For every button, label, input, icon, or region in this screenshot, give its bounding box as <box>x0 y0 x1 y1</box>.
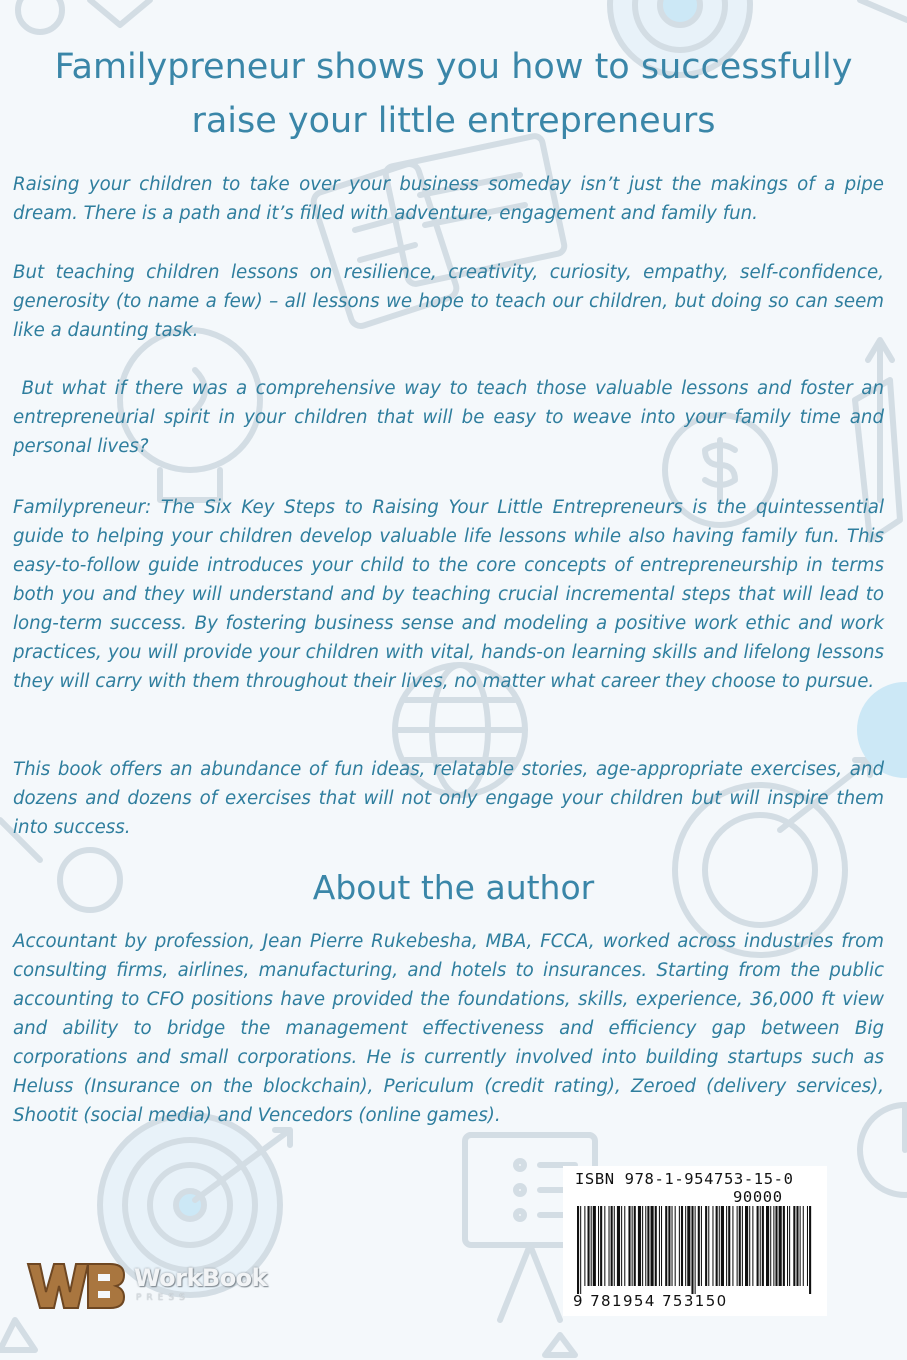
barcode-bar <box>695 1206 696 1294</box>
headline <box>20 40 887 148</box>
barcode-bar <box>600 1206 602 1286</box>
barcode-bar <box>661 1206 662 1286</box>
barcode-bar <box>716 1206 718 1286</box>
barcode-bar <box>766 1206 769 1286</box>
paragraph-5: This book offers an abundance of fun ideas, relatable stories, age-appropriate exercises, and dozens and dozens of exercises that will not only engage your children but will inspire them into success. <box>13 759 884 838</box>
barcode-bar <box>701 1206 702 1286</box>
barcode-bar <box>645 1206 646 1286</box>
barcode-bar <box>726 1206 727 1286</box>
barcode-bar <box>691 1206 693 1294</box>
barcode-bar <box>737 1206 738 1286</box>
barcode-bar <box>803 1206 804 1286</box>
barcode-bar <box>593 1206 596 1286</box>
publisher-name: WorkBook <box>134 1264 268 1292</box>
barcode-bar <box>728 1206 730 1286</box>
price-code: 90000 <box>733 1188 783 1206</box>
barcode-bar <box>577 1206 579 1294</box>
barcode-bar <box>783 1206 785 1286</box>
headline-line-1: Familypreneur shows you how to successfully <box>54 47 853 87</box>
paragraph-1: Raising your children to take over your business someday isn’t just the makings of a pipe dream. There is a path and it’s filled with adventure, engagement and family fun. <box>13 174 884 224</box>
barcode-bar <box>672 1206 673 1286</box>
barcode-bar <box>628 1206 630 1286</box>
barcode-bar <box>611 1206 613 1286</box>
barcode-bar <box>698 1206 700 1286</box>
barcode-bar <box>793 1206 795 1286</box>
barcode-bar <box>749 1206 750 1286</box>
paragraph-3: But what if there was a comprehensive way to teach those valuable lessons and foster an entrepreneurial spirit in your children that will be easy to weave into your family time and personal lives? <box>13 378 890 457</box>
paragraph-2: But teaching children lessons on resilience, creativity, curiosity, empathy, self-confidence, generosity (to name a few) – all lessons we hope to teach our children, but doing so can seem like a daunting task. <box>13 262 884 341</box>
publisher-logo <box>26 1262 306 1312</box>
barcode-bar <box>739 1206 741 1286</box>
barcode-bar <box>685 1206 686 1286</box>
barcode-bar <box>757 1206 759 1286</box>
barcode-bar <box>807 1206 808 1286</box>
barcode-bar <box>591 1206 592 1286</box>
barcode-bar <box>779 1206 782 1286</box>
barcode-bars <box>577 1206 817 1296</box>
isbn-barcode <box>563 1166 827 1316</box>
barcode-bar <box>659 1206 660 1286</box>
barcode-bar <box>787 1206 788 1286</box>
barcode-bar <box>687 1206 690 1286</box>
barcode-bar <box>598 1206 599 1286</box>
barcode-bar <box>773 1206 774 1286</box>
barcode-bar <box>760 1206 761 1286</box>
barcode-bar <box>655 1206 657 1286</box>
workbook-logo-mark <box>26 1262 126 1310</box>
barcode-bar <box>614 1206 615 1286</box>
author-bio: Accountant by profession, Jean Pierre Rukebesha, MBA, FCCA, worked across industries from consulting firms, airlines, manufacturing, and hotels to insurances. Starting from the public accounting to CFO positions have provided the foundations, skills, experience, 36,000 ft view and ability to bridge the management effectiveness and efficiency gap between Big corporations and small corporations. He is currently involved into building startups such as Heluss (Insurance on the blockchain), Periculum (credit rating), Zeroed (delivery services), Shootit (social media) and Vencedors (online games). <box>13 931 884 1126</box>
barcode-bar <box>580 1206 581 1294</box>
barcode-bar <box>617 1206 620 1286</box>
barcode-bar <box>632 1206 633 1286</box>
barcode-bar <box>752 1206 753 1286</box>
barcode-bar <box>775 1206 777 1286</box>
barcode-bar <box>708 1206 709 1286</box>
barcode-bar <box>800 1206 801 1286</box>
barcode-bar <box>634 1206 636 1286</box>
headline-line-2: raise your little entrepreneurs <box>191 101 716 141</box>
barcode-bar <box>712 1206 713 1286</box>
barcode-bar <box>668 1206 670 1286</box>
barcode-bar <box>588 1206 590 1286</box>
barcode-bar <box>665 1206 667 1286</box>
barcode-bar <box>624 1206 625 1286</box>
about-heading: About the author <box>312 868 595 907</box>
publisher-sub: PRESS <box>136 1293 190 1303</box>
barcode-bar <box>679 1206 680 1286</box>
barcode-bar <box>651 1206 654 1286</box>
barcode-bar <box>770 1206 771 1286</box>
barcode-bar <box>647 1206 649 1286</box>
barcode-bar <box>638 1206 641 1286</box>
barcode-bar <box>742 1206 743 1286</box>
barcode-bar <box>762 1206 764 1286</box>
barcode-bar <box>604 1206 605 1286</box>
barcode-bar <box>796 1206 798 1286</box>
barcode-bar <box>584 1206 585 1286</box>
barcode-bar <box>745 1206 748 1286</box>
barcode-bar <box>621 1206 622 1286</box>
barcode-bar <box>705 1206 707 1286</box>
barcode-bar <box>789 1206 790 1286</box>
barcode-bar <box>732 1206 733 1286</box>
barcode-bar <box>719 1206 720 1286</box>
barcode-bar <box>721 1206 724 1286</box>
barcode-bar <box>609 1206 610 1286</box>
paragraph-4: Familypreneur: The Six Key Steps to Raising Your Little Entrepreneurs is the quintessential guide to helping your children develop valuable life lessons while also having family fun. This easy-to-follow guide introduces your child to the core concepts of entrepreneurship in terms both you and they will understand and by teaching crucial incremental steps that will lead to long-term success. By fostering business sense and modeling a positive work ethic and work practices, you will provide your children with vital, hands-on learning skills and lifelong lessons they will carry with them throughout their lives, no matter what career they choose to pursue. <box>13 497 884 692</box>
barcode-bar <box>681 1206 683 1286</box>
barcode-bar <box>675 1206 676 1286</box>
barcode-bar <box>809 1206 811 1294</box>
ean-digits: 9 781954 753150 <box>573 1292 728 1310</box>
barcode-bar <box>642 1206 643 1286</box>
isbn-label: ISBN 978-1-954753-15-0 <box>575 1170 794 1188</box>
